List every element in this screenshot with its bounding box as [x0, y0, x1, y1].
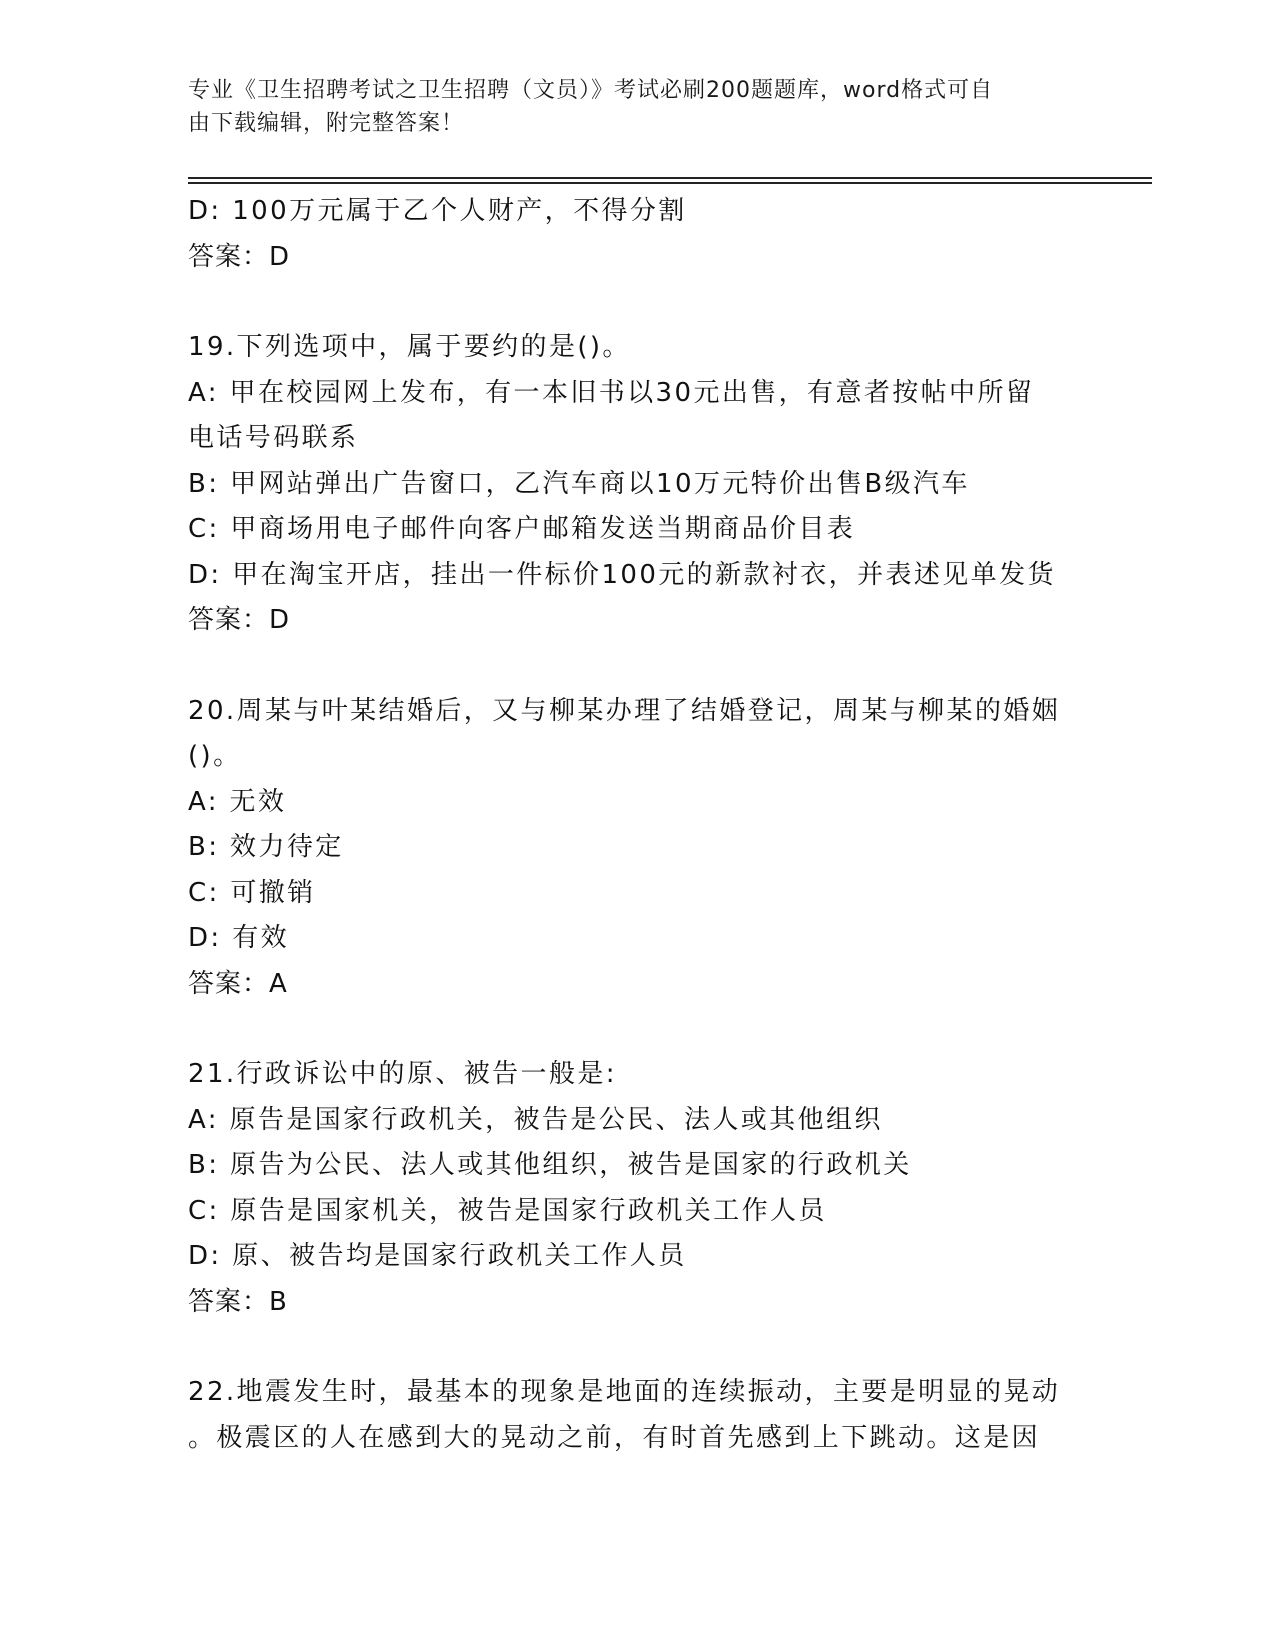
- question-22: [188, 1370, 1088, 1461]
- option-d: D: 甲在淘宝开店，挂出一件标价100元的新款衬衣，并表述见单发货: [188, 559, 1056, 590]
- option-c: C: 甲商场用电子邮件向客户邮箱发送当期商品价目表: [188, 514, 856, 544]
- question-stem: 19.下列选项中，属于要约的是()。: [188, 332, 631, 362]
- answer-line: 答案：D: [188, 241, 291, 272]
- option-b: B: 效力待定: [188, 832, 344, 862]
- option-a: A: 无效: [188, 786, 287, 817]
- spacer: [188, 644, 1088, 689]
- question-21: [188, 1052, 1088, 1325]
- option-a: A: 甲在校园网上发布，有一本旧书以30元出售，有意者按帖中所留: [188, 377, 1035, 408]
- spacer: [188, 1325, 1088, 1370]
- question-list: [188, 189, 1088, 1461]
- option-c: C: 可撤销: [188, 877, 316, 908]
- question-stem: 21.行政诉讼中的原、被告一般是:: [188, 1059, 617, 1089]
- option-c: C: 原告是国家机关，被告是国家行政机关工作人员: [188, 1195, 827, 1226]
- header-rule-top: [188, 177, 1152, 179]
- question-18-tail: [188, 189, 1088, 280]
- question-19: [188, 325, 1088, 644]
- spacer: [188, 1007, 1088, 1052]
- question-20: [188, 689, 1088, 1008]
- option-d: D: 100万元属于乙个人财产，不得分割: [188, 196, 687, 226]
- question-stem: 20.周某与叶某结婚后，又与柳某办理了结婚登记，周某与柳某的婚姻: [188, 695, 1061, 726]
- header-line: 专业《卫生招聘考试之卫生招聘（文员）》考试必刷200题题库，word格式可自: [188, 78, 994, 103]
- question-stem: 22.地震发生时，最基本的现象是地面的连续振动，主要是明显的晃动: [188, 1377, 1061, 1407]
- option-d: D: 原、被告均是国家行政机关工作人员: [188, 1241, 687, 1271]
- answer-line: 答案：D: [188, 605, 291, 635]
- document-header: [188, 74, 1068, 140]
- spacer: [188, 280, 1088, 325]
- header-rule-bottom: [188, 182, 1152, 184]
- answer-line: 答案：A: [188, 968, 288, 999]
- option-a-continued: 电话号码联系: [188, 423, 359, 453]
- option-a: A: 原告是国家行政机关，被告是公民、法人或其他组织: [188, 1104, 883, 1135]
- option-b: B: 原告为公民、法人或其他组织，被告是国家的行政机关: [188, 1150, 912, 1180]
- question-stem-continued: 。极震区的人在感到大的晃动之前，有时首先感到上下跳动。这是因: [188, 1422, 1041, 1453]
- header-line: 由下载编辑，附完整答案！: [188, 111, 465, 136]
- option-b: B: 甲网站弹出广告窗口，乙汽车商以10万元特价出售B级汽车: [188, 468, 970, 499]
- answer-line: 答案：B: [188, 1286, 288, 1317]
- option-d: D: 有效: [188, 923, 290, 953]
- question-stem-continued: ()。: [188, 741, 242, 771]
